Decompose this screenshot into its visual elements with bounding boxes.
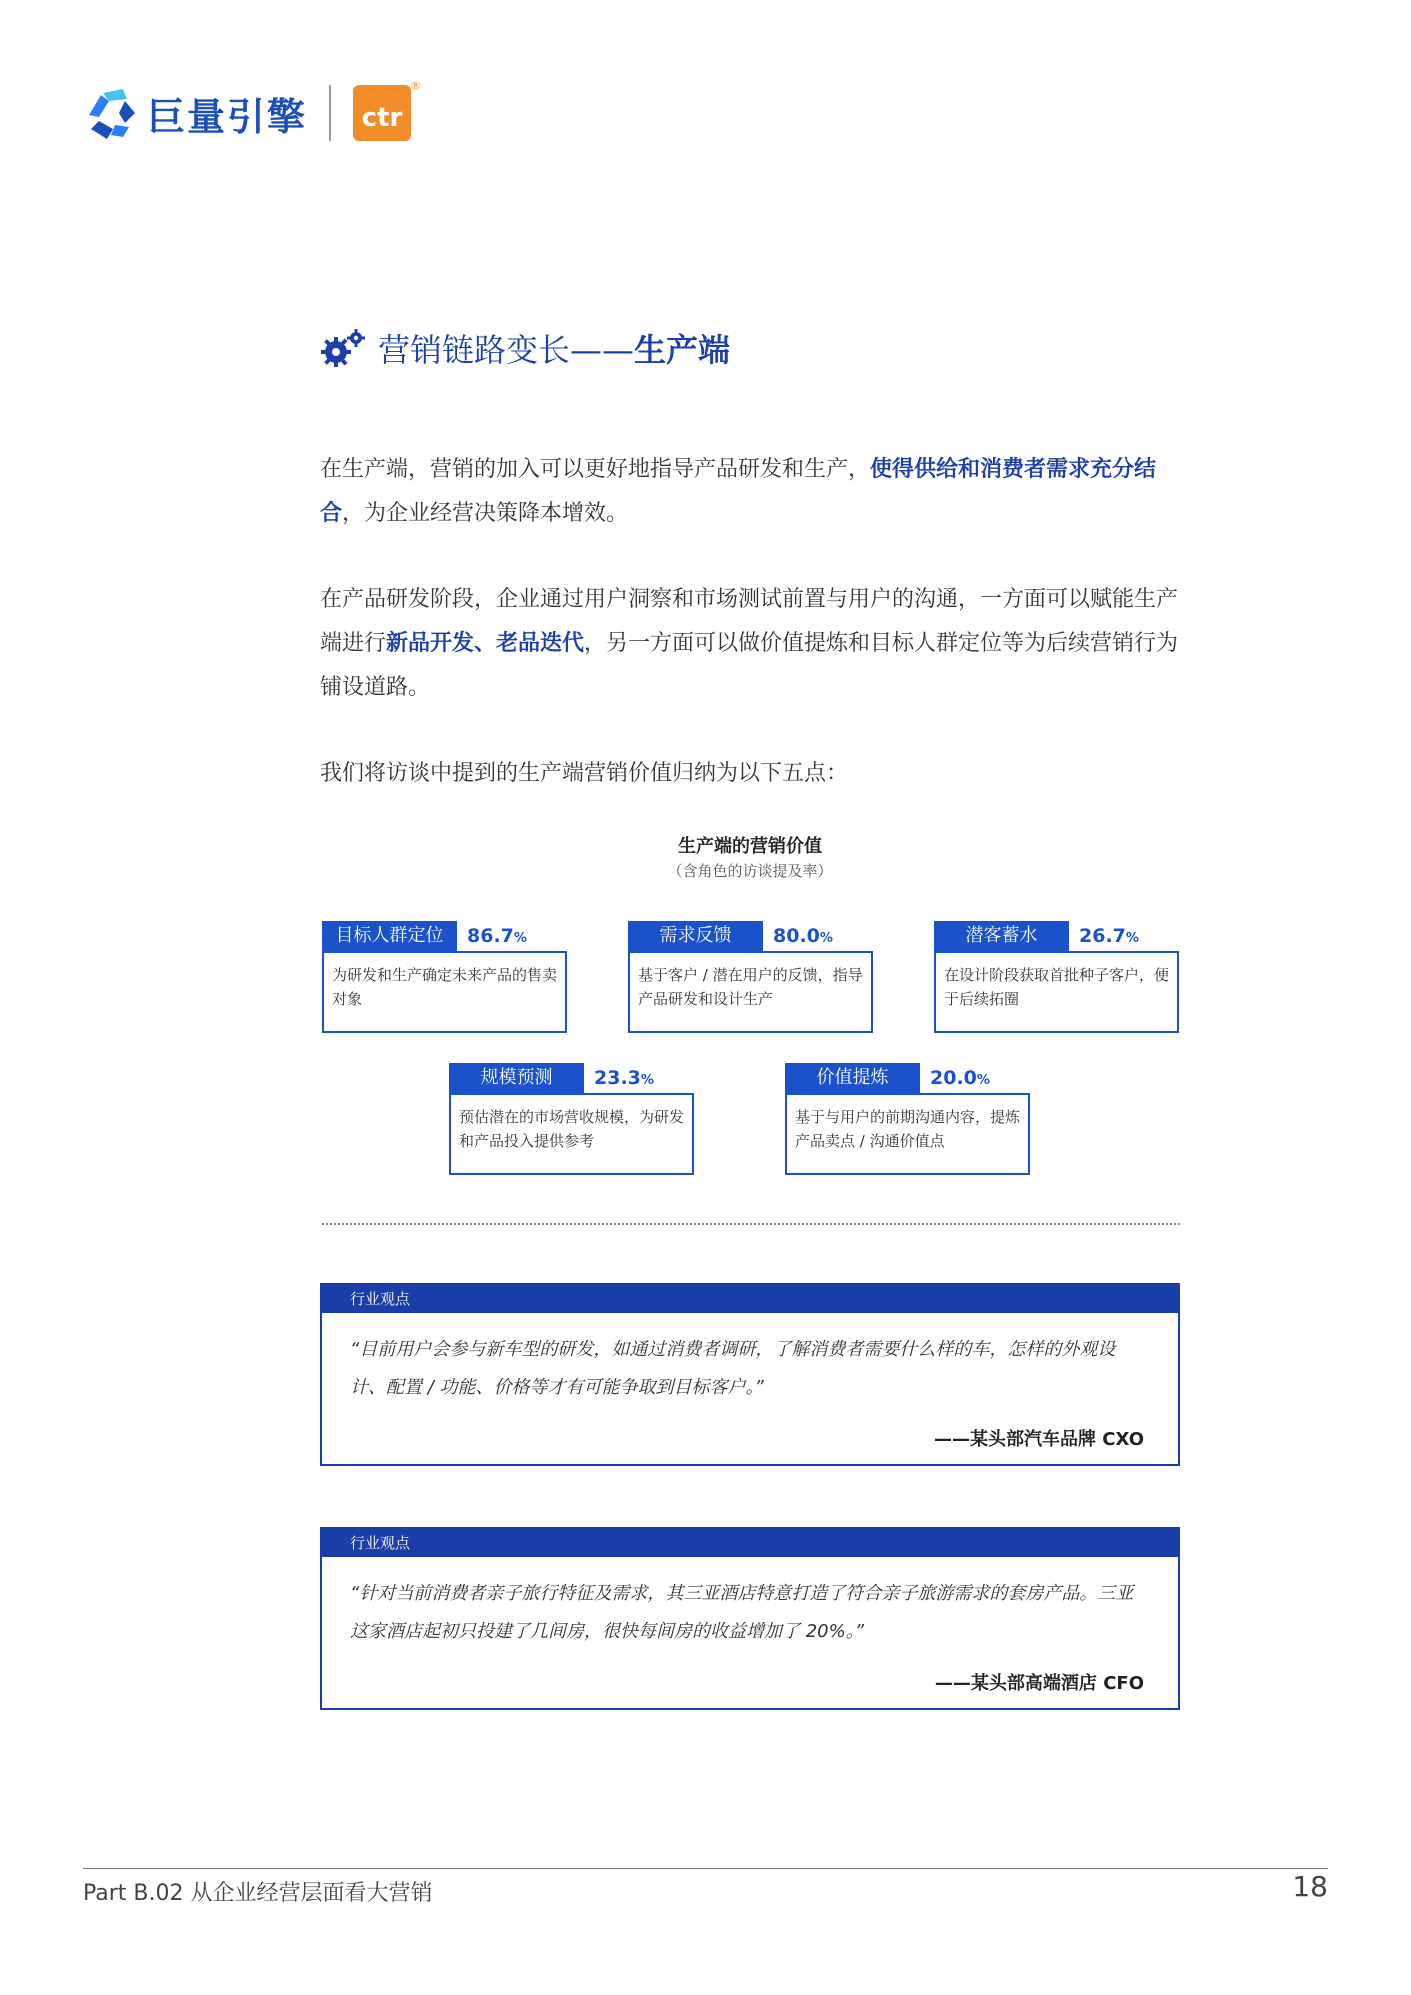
card-description: 为研发和生产确定未来产品的售卖对象 — [322, 951, 567, 1033]
card-description: 在设计阶段获取首批种子客户，便于后续拓圈 — [934, 951, 1179, 1033]
logo-divider — [329, 85, 331, 141]
card-label: 目标人群定位 — [322, 921, 457, 951]
paragraph-1-text-a: 在生产端，营销的加入可以更好地指导产品研发和生产， — [320, 457, 871, 482]
industry-quote-box-1 — [320, 1283, 1180, 1466]
value-card-value-extraction — [785, 1063, 1030, 1175]
chart-subtitle: （含角色的访谈提及率） — [667, 862, 833, 880]
card-percent: 26.7% — [1079, 925, 1139, 947]
footer-section-label: Part B.02 从企业经营层面看大营销 — [83, 1881, 433, 1906]
card-percent: 20.0% — [930, 1067, 990, 1089]
industry-quote-box-2 — [320, 1527, 1180, 1710]
section-title — [320, 325, 730, 371]
quote-source: ——某头部高端酒店 CFO — [934, 1673, 1144, 1694]
paragraph-1-text-b: ，为企业经营决策降本增效。 — [342, 501, 629, 526]
footer-divider — [83, 1868, 1328, 1869]
card-description: 预估潜在的市场营收规模，为研发和产品投入提供参考 — [449, 1093, 694, 1175]
card-percent: 23.3% — [594, 1067, 654, 1089]
quote-text: “针对当前消费者亲子旅行特征及需求，其三亚酒店特意打造了符合亲子旅游需求的套房产品。三亚这家酒店起初只投建了几间房，很快每间房的收益增加了 20%。” — [350, 1583, 1134, 1642]
section-title-prefix: 营销链路变长—— — [378, 331, 635, 369]
quote-header: 行业观点 — [322, 1529, 1178, 1557]
card-percent: 80.0% — [773, 925, 833, 947]
dotted-divider — [322, 1223, 1180, 1225]
chart-title: 生产端的营销价值 — [678, 836, 822, 857]
header-logos — [83, 79, 422, 144]
value-card-demand-feedback — [628, 921, 873, 1033]
card-percent: 86.7% — [467, 925, 527, 947]
card-label: 需求反馈 — [628, 921, 763, 951]
card-label: 价值提炼 — [785, 1063, 920, 1093]
brand-logo-icon — [83, 85, 139, 141]
paragraph-2-text-b: ，另一方面可以做价值提炼和目标人群定位等为后续营销行为铺设道路。 — [320, 631, 1179, 700]
paragraph-2-highlight: 新品开发、老品迭代 — [386, 631, 585, 656]
ctr-logo-text: ctr — [361, 103, 403, 133]
card-label: 规模预测 — [449, 1063, 584, 1093]
paragraph-3: 我们将访谈中提到的生产端营销价值归纳为以下五点： — [320, 761, 849, 786]
value-card-scale-forecast — [449, 1063, 694, 1175]
card-label: 潜客蓄水 — [934, 921, 1069, 951]
card-description: 基于客户 / 潜在用户的反馈，指导产品研发和设计生产 — [628, 951, 873, 1033]
gears-icon — [320, 326, 368, 370]
section-title-bold: 生产端 — [634, 331, 731, 369]
quote-header: 行业观点 — [322, 1285, 1178, 1313]
paragraph-1 — [320, 448, 1180, 536]
paragraph-1-highlight: 使得供给和消费者需求充分结合 — [320, 457, 1157, 526]
value-card-potential-customers — [934, 921, 1179, 1033]
value-card-target-audience — [322, 921, 567, 1033]
card-description: 基于与用户的前期沟通内容，提炼产品卖点 / 沟通价值点 — [785, 1093, 1030, 1175]
quote-source: ——某头部汽车品牌 CXO — [933, 1429, 1144, 1450]
paragraph-2-text-a: 在产品研发阶段，企业通过用户洞察和市场测试前置与用户的沟通，一方面可以赋能生产端进行 — [320, 587, 1179, 656]
paragraph-2 — [320, 578, 1180, 710]
ctr-logo — [353, 79, 422, 141]
page-number: 18 — [1292, 1870, 1328, 1903]
registered-mark: ® — [410, 79, 422, 92]
brand-name: 巨量引擎 — [147, 94, 308, 139]
quote-text: “目前用户会参与新车型的研发，如通过消费者调研，了解消费者需要什么样的车，怎样的外观设计、配置 / 功能、价格等才有可能争取到目标客户。” — [350, 1339, 1116, 1398]
